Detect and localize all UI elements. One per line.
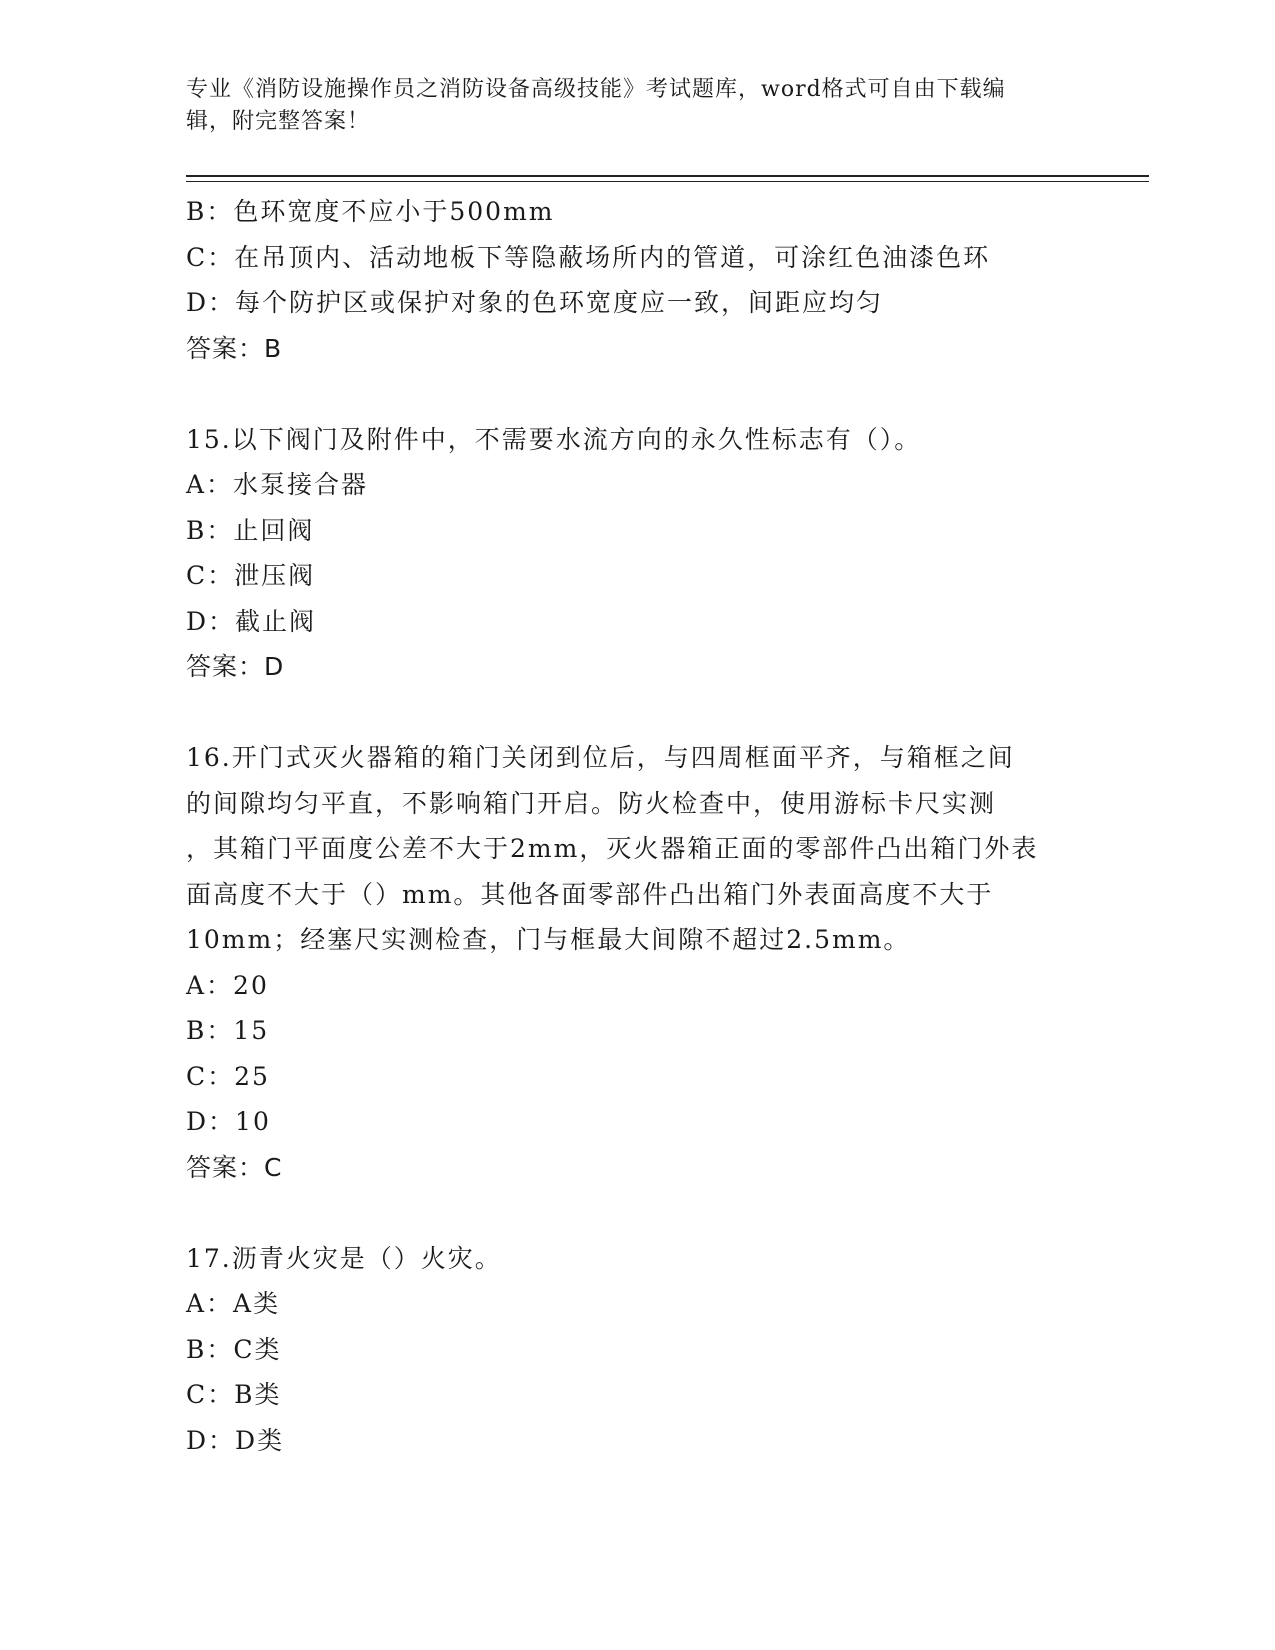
spacer: [186, 371, 1086, 417]
header-divider-thick: [186, 175, 1149, 177]
option-d: D：D类: [186, 1425, 285, 1455]
document-header: [186, 74, 1066, 138]
option-c: C：25: [186, 1061, 270, 1091]
option-b: B：止回阀: [186, 515, 315, 545]
question-list: [186, 189, 1086, 1463]
option-d: D：10: [186, 1107, 271, 1136]
question-stem-line: 10mm；经塞尺实测检查，门与框最大间隙不超过2.5mm。: [186, 925, 911, 954]
answer: 答案：D: [186, 652, 285, 681]
option-b: B：C类: [186, 1334, 282, 1364]
question-stem: 15.以下阀门及附件中，不需要水流方向的永久性标志有（）。: [186, 424, 922, 454]
question-stem-line: 16.开门式灭火器箱的箱门关闭到位后，与四周框面平齐，与箱框之间: [186, 743, 1015, 772]
question-stem-line: 的间隙均匀平直，不影响箱门开启。防火检查中，使用游标卡尺实测: [186, 788, 997, 818]
header-line-1: 专业《消防设施操作员之消防设备高级技能》考试题库，word格式可自由下载编: [186, 77, 1006, 102]
option-b: B：色环宽度不应小于500mm: [186, 197, 555, 226]
option-a: A：20: [186, 970, 269, 1000]
question-14-tail: [186, 189, 1086, 371]
answer: 答案：B: [186, 333, 283, 363]
question-16: [186, 735, 1086, 1190]
spacer: [186, 690, 1086, 736]
option-b: B：15: [186, 1016, 270, 1045]
option-d: D：截止阀: [186, 606, 317, 636]
option-c: C：B类: [186, 1380, 282, 1409]
option-c: C：泄压阀: [186, 561, 316, 590]
option-d: D：每个防护区或保护对象的色环宽度应一致，间距应均匀: [186, 288, 884, 317]
spacer: [186, 1190, 1086, 1236]
header-divider-thin: [186, 181, 1149, 182]
question-17: [186, 1236, 1086, 1464]
question-stem-line: 面高度不大于（）mm。其他各面零部件凸出箱门外表面高度不大于: [186, 879, 994, 909]
option-a: A：水泵接合器: [186, 470, 369, 499]
option-c: C：在吊顶内、活动地板下等隐蔽场所内的管道，可涂红色油漆色环: [186, 242, 991, 272]
option-a: A：A类: [186, 1289, 281, 1318]
question-stem: 17.沥青火灾是（）火灾。: [186, 1243, 502, 1273]
question-15: [186, 417, 1086, 690]
header-line-2: 辑，附完整答案！: [186, 109, 371, 134]
question-stem: [186, 735, 1086, 963]
answer: 答案：C: [186, 1152, 283, 1182]
question-stem-line: ，其箱门平面度公差不大于2mm，灭火器箱正面的零部件凸出箱门外表: [186, 834, 1039, 863]
